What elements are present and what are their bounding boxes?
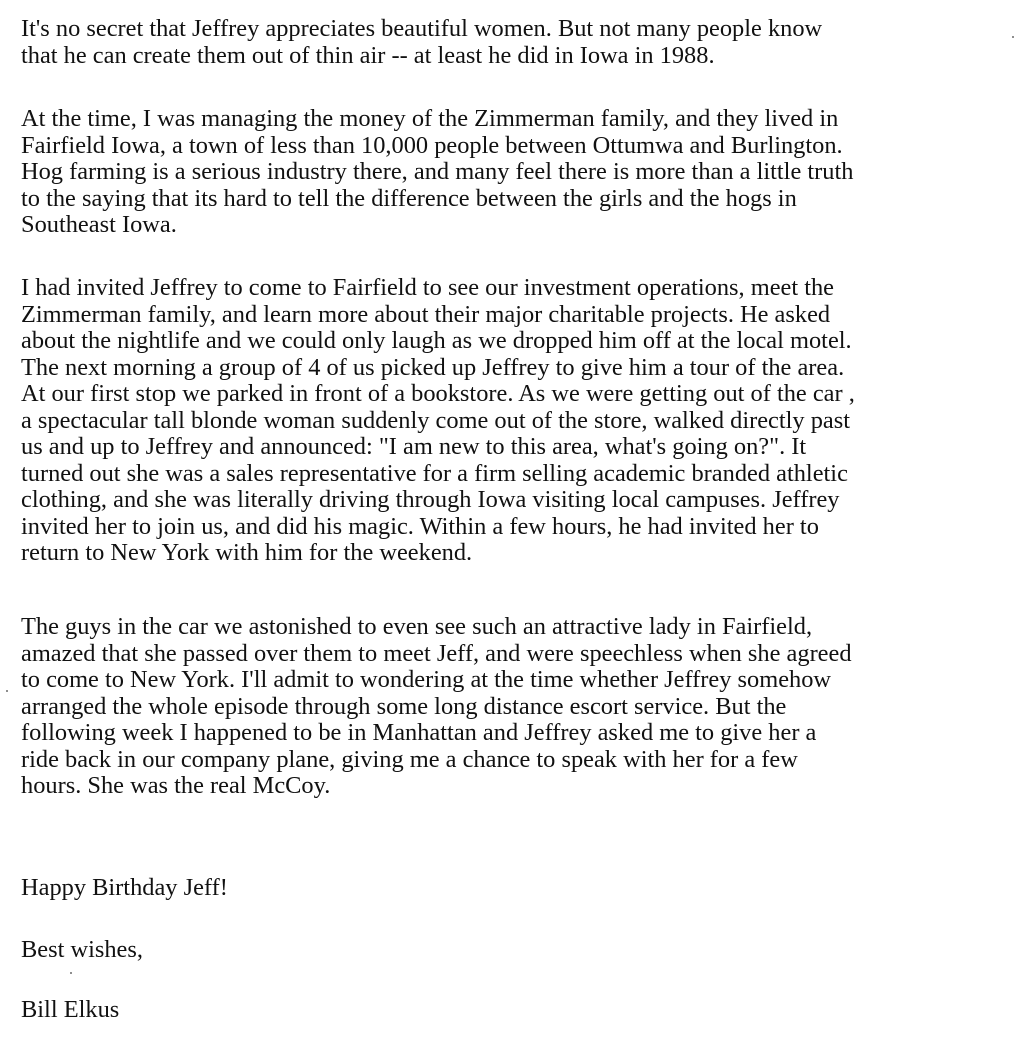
text-line: to come to New York. I'll admit to wondering at the time whether Jeffrey somehow [21,666,832,693]
closing [21,937,1021,964]
closing-text: Best wishes, [21,936,143,963]
text-line: that he can create them out of thin air -- at least he did in Iowa in 1988. [21,41,715,69]
text-line: return to New York with him for the weekend. [21,539,473,566]
text-line: I had invited Jeffrey to come to Fairfield to see our investment operations, meet the [21,274,835,301]
text-line: Fairfield Iowa, a town of less than 10,000 people between Ottumwa and Burlington. [21,131,843,159]
text-line: invited her to join us, and did his magic. Within a few hours, he had invited her to [21,512,819,540]
text-line: The next morning a group of 4 of us picked up Jeffrey to give him a tour of the area. [21,353,845,381]
text-line: us and up to Jeffrey and announced: "I am new to this area, what's going on?". It [21,433,807,460]
text-line: turned out she was a sales representative for a firm selling academic branded athletic [21,459,848,487]
signature [21,997,1021,1024]
text-line: At our first stop we parked in front of a bookstore. As we were getting out of the car , [21,380,855,407]
text-line: ride back in our company plane, giving me a chance to speak with her for a few [21,745,798,773]
text-line: to the saying that its hard to tell the difference between the girls and the hogs in [21,184,797,212]
text-line: Southeast Iowa. [21,211,177,238]
text-line: Hog farming is a serious industry there, and many feel there is more than a little truth [21,158,854,185]
text-line: It's no secret that Jeffrey appreciates beautiful women. But not many people know [21,15,823,42]
text-line: hours. She was the real McCoy. [21,772,331,799]
greeting-text: Happy Birthday Jeff! [21,874,228,901]
paragraph-2 [21,106,1021,239]
text-line: following week I happened to be in Manhattan and Jeffrey asked me to give her a [21,719,817,746]
text-line: clothing, and she was literally driving through Iowa visiting local campuses. Jeffrey [21,486,840,513]
scan-speck [6,690,8,692]
text-line: Zimmerman family, and learn more about their major charitable projects. He asked [21,300,831,328]
signature-name: Bill Elkus [21,996,120,1023]
text-line: a spectacular tall blonde woman suddenly come out of the store, walked directly past [21,406,851,434]
paragraph-3 [21,275,1021,567]
scan-speck [70,972,72,974]
paragraph-4 [21,614,1021,800]
paragraph-1 [21,16,1021,69]
text-line: The guys in the car we astonished to even see such an attractive lady in Fairfield, [21,613,813,640]
text-line: about the nightlife and we could only laugh as we dropped him off at the local motel. [21,327,852,354]
greeting [21,875,1021,902]
text-line: arranged the whole episode through some long distance escort service. But the [21,692,787,720]
text-line: At the time, I was managing the money of the Zimmerman family, and they lived in [21,105,839,132]
text-line: amazed that she passed over them to meet Jeff, and were speechless when she agreed [21,639,852,667]
